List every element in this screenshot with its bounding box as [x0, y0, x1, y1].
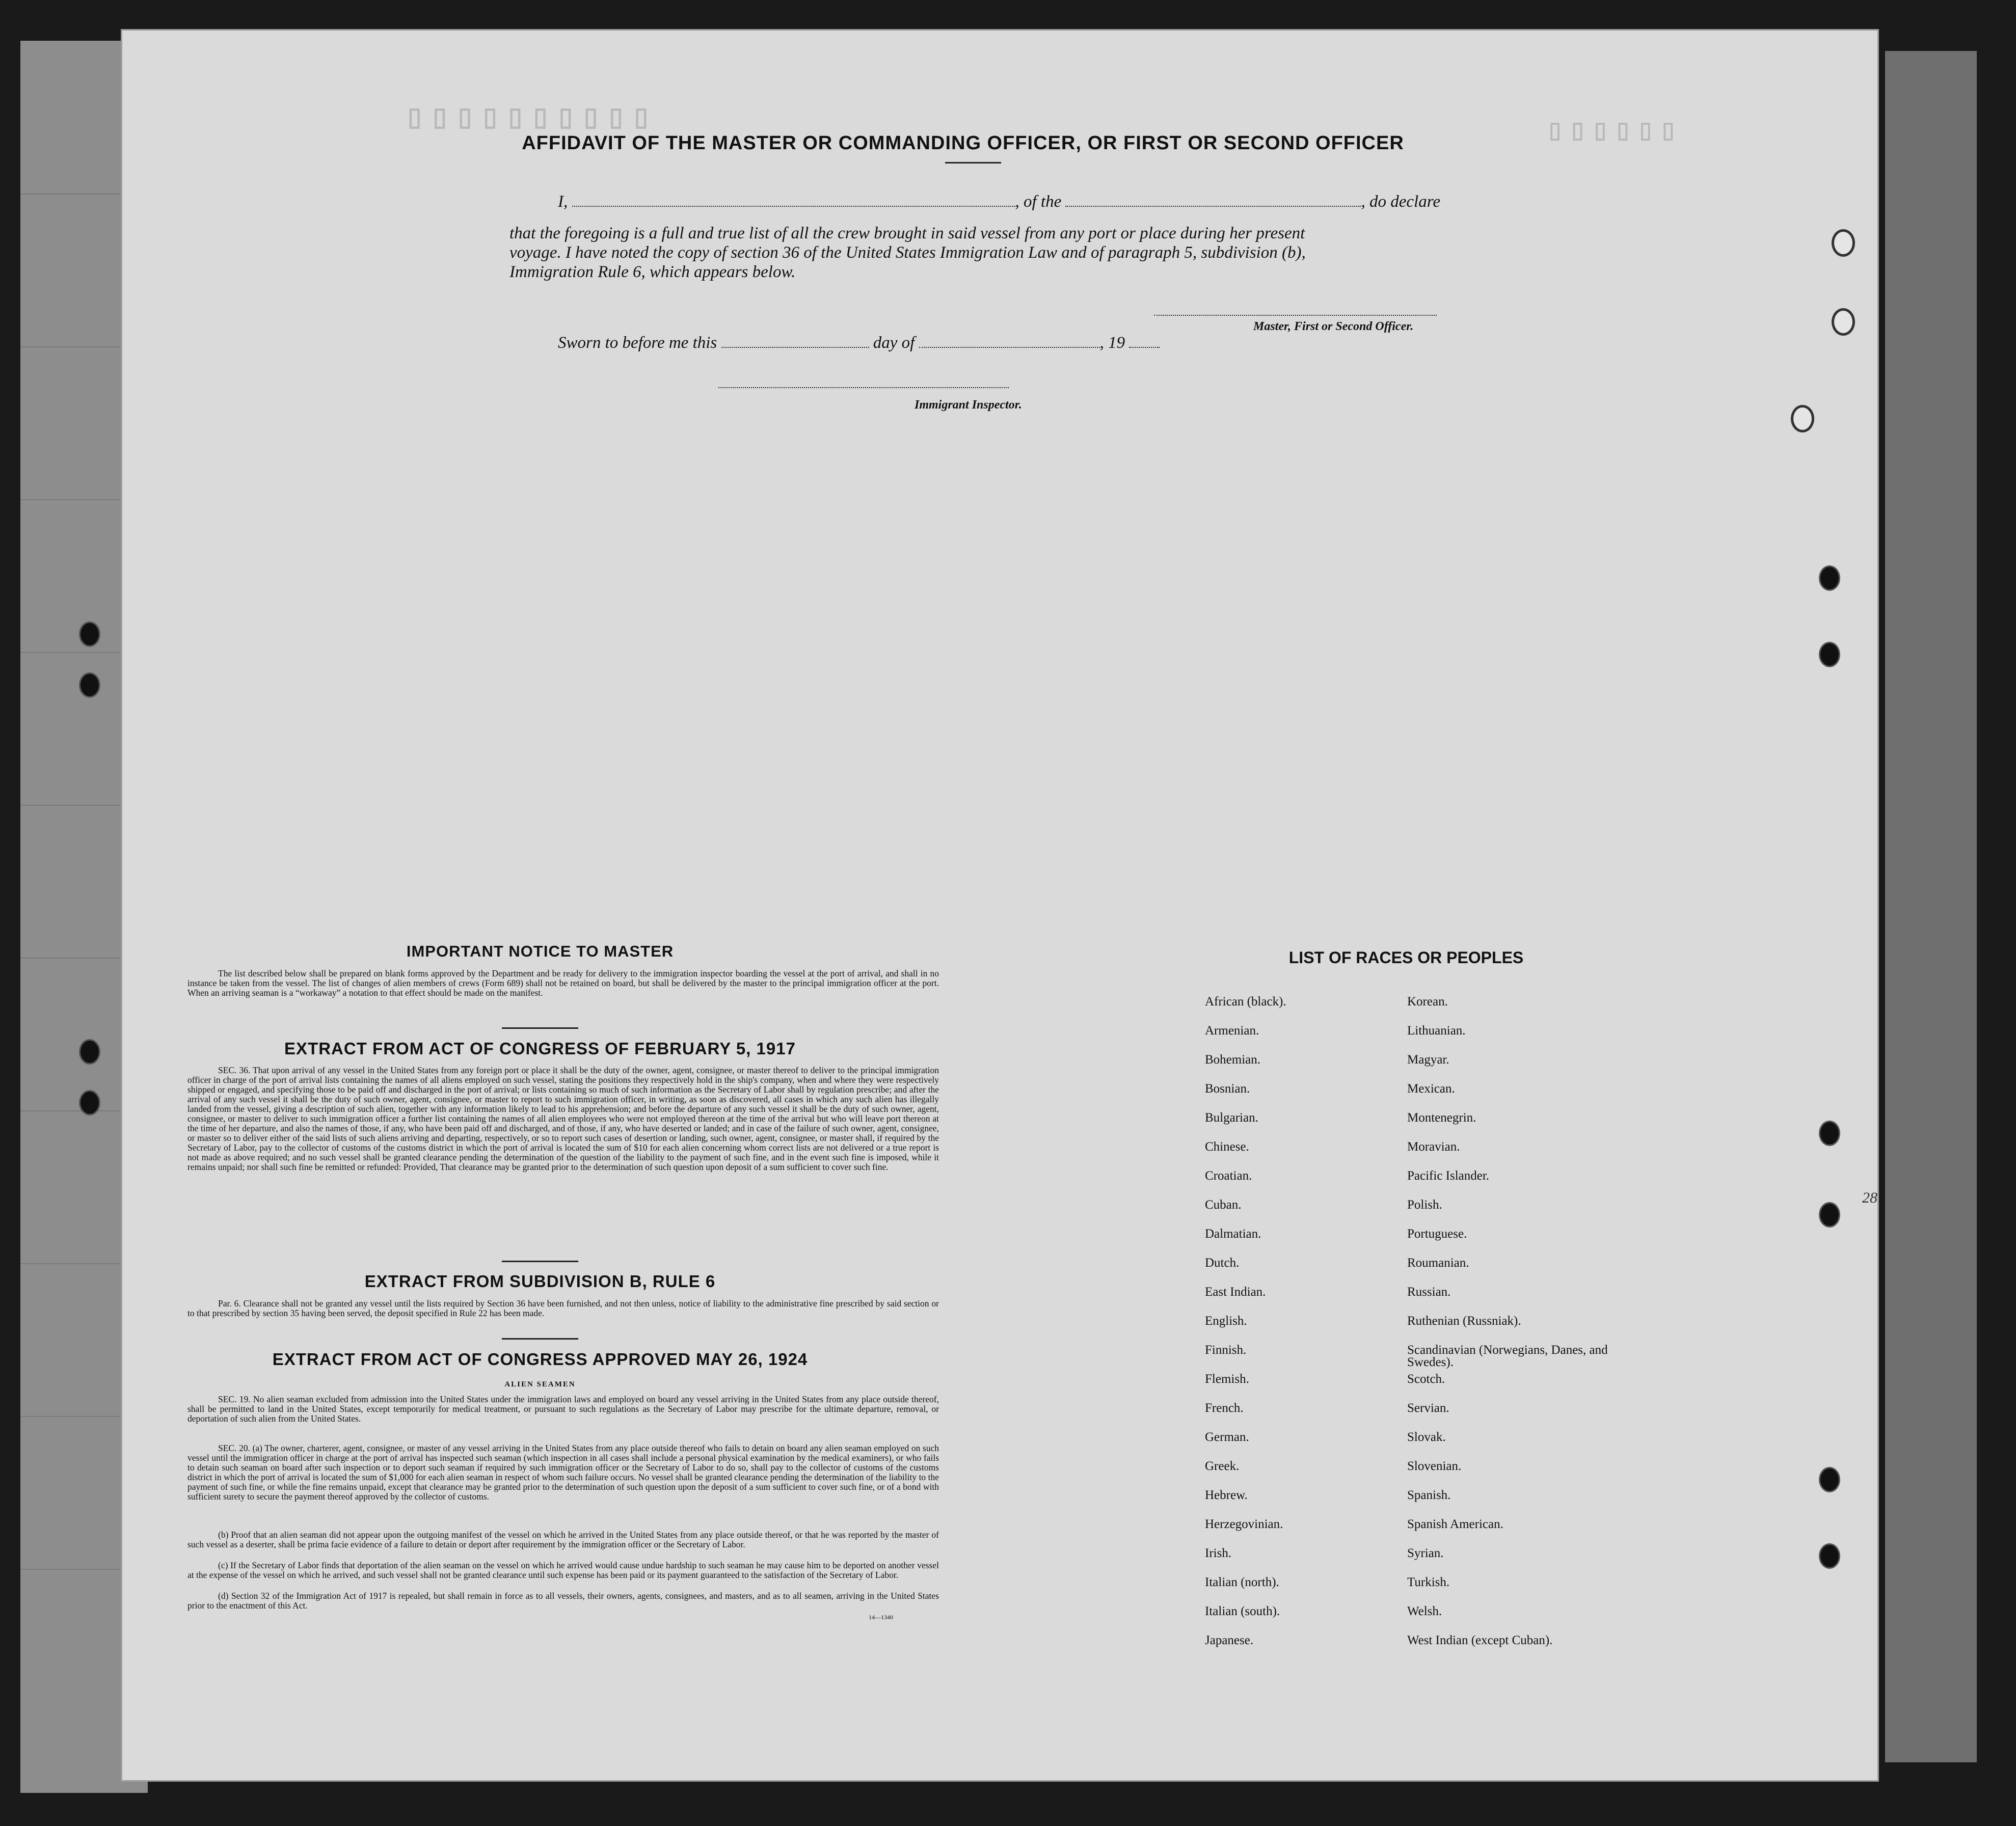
race-item: German. — [1205, 1430, 1249, 1444]
year-prefix-label: , 19 — [1099, 334, 1125, 352]
master-signature-line[interactable] — [1154, 315, 1437, 316]
underlying-page-edge — [1885, 51, 1977, 1762]
sec20c-body: (c) If the Secretary of Labor finds that deportation of the alien seaman on the vessel on which he arrived would cause undue hardship to such seaman he may cause him to be deported on another vessel at the expense of the vessel on which he arrived, and such vessel shall not be granted clearance until such expense has been paid or its payment guaranteed to the satisfaction of the Secretary of Labor. — [187, 1560, 939, 1580]
race-item: Italian (north). — [1205, 1575, 1279, 1589]
affidavit-body-line2: voyage. I have noted the copy of section 36 of the United States Immigration Law and of paragraph 5, subdivision (b), — [509, 243, 1306, 262]
race-item: Korean. — [1407, 995, 1448, 1009]
sworn-month-field[interactable] — [919, 334, 1100, 348]
sworn-line — [558, 334, 1160, 352]
race-item: English. — [1205, 1314, 1247, 1328]
binder-hole-left-2 — [79, 672, 100, 698]
affidavit-i-label: I, — [558, 193, 568, 211]
race-item: Cuban. — [1205, 1198, 1242, 1212]
binder-hole-icon — [1819, 1467, 1840, 1492]
affidavit-body-line1: that the foregoing is a full and true list of all the crew brought in said vessel from any port or place during her present — [509, 224, 1305, 242]
race-item: Bohemian. — [1205, 1053, 1261, 1067]
extract-rule6-heading: EXTRACT FROM SUBDIVISION B, RULE 6 — [364, 1272, 716, 1291]
section-rule — [502, 1338, 578, 1340]
race-item: Turkish. — [1407, 1575, 1450, 1589]
margin-note: 28 — [1862, 1189, 1877, 1206]
binder-ring-icon — [1791, 405, 1814, 432]
race-item: Herzegovinian. — [1205, 1517, 1283, 1531]
sec20a-body: SEC. 20. (a) The owner, charterer, agent, consignee, or master of any vessel arriving in the United States from any place outside thereof who fails to detain on board any alien seaman employed on such vessel until the immigration officer in charge at the port of arrival has inspected such seaman (which inspection in all cases shall include a personal physical examination by the medical examiners), or who fails to detain such seaman on board after such inspection or to deport such seaman if required by such immigration officer or the Secretary of Labor to do so, shall pay to the collector of customs of the customs district in which the port of arrival is located the sum of $1,000 for each alien seaman in respect of whom such failure occurs. No vessel shall be granted clearance pending the determination of the liability to the payment of such fine, or while the fine remains unpaid, except that clearance may be granted prior to the determination of such question upon the deposit of a sum sufficient to cover such fine, or of a bond with sufficient surety to secure the payment thereof approved by the collector of customs. — [187, 1443, 939, 1502]
extract-rule6-body: Par. 6. Clearance shall not be granted any vessel until the lists required by Section 36 have been furnished, and not then unless, notice of liability to the administrative fine prescribed by said section or to that prescribed by section 35 having been served, the deposit specified in Rule 22 has been made. — [187, 1298, 939, 1318]
extract-1917-body: SEC. 36. That upon arrival of any vessel in the United States from any foreign port or place it shall be the duty of the owner, agent, consignee, or master thereof to deliver to the principal immigration officer in charge of the port of arrival lists containing the names of all aliens employed on such vessel, stating the positions they respectively hold in the ship's company, when and where they were respectively shipped or engaged, and specifying those to be paid off and discharged in the port of arrival; or lists containing so much of such information as the Secretary of Labor shall by regulation prescribe; and after the arrival of any such vessel it shall be the duty of such owner, agent, consignee, or master to report to such immigration officer, in writing, as soon as discovered, all cases in which any such alien has illegally landed from the vessel, giving a description of such alien, together with any information likely to lead to his apprehension; and before the departure of any such vessel it shall be the duty of such owner, agent, consignee, or master to deliver to such immigration officer a further list containing the names of all alien employees who were not employed thereon at the time of the arrival but who will leave port thereon at the time of her departure, and also the names of those, if any, who have been paid off and discharged, and of those, if any, who have deserted or landed; and in case of the failure of such owner, agent, consignee, or master so to deliver either of the said lists of such aliens arriving and departing, respectively, or so to report such cases of desertion or landing, such owner, agent, consignee, or master shall, if required by the Secretary of Labor, pay to the collector of customs of the customs district in which the port of arrival is located the sum of $10 for each alien concerning whom correct lists are not delivered or a true report is not made as above required; and no such vessel shall be granted clearance pending the determination of the question of the liability to the payment of such fine, and in the event such fine is imposed, while it remains unpaid; nor shall such fine be remitted or refunded: Provided, That clearance may be granted prior to the determination of such question upon deposit of a sum sufficient to cover such fine. — [187, 1065, 939, 1172]
race-item: Spanish American. — [1407, 1517, 1503, 1531]
race-item: Italian (south). — [1205, 1604, 1280, 1618]
race-item: Dalmatian. — [1205, 1227, 1261, 1241]
notice-body: The list described below shall be prepared on blank forms approved by the Department and be ready for delivery to the immigration inspector boarding the vessel at the port of arrival, and shall in no instance be taken from the vessel. The list of changes of alien members of crews (Form 689) shall not be retained on board, but shall be delivered by the master to the principal immigration officer at the port. When an arriving seaman is a “workaway” a notation to that effect should be made on the manifest. — [187, 968, 939, 998]
race-item: Lithuanian. — [1407, 1024, 1466, 1038]
race-item: Japanese. — [1205, 1633, 1254, 1647]
sec20d-body: (d) Section 32 of the Immigration Act of 1917 is repealed, but shall remain in force as to all vessels, their owners, agents, consignees, and masters, and as to all seamen, arriving in the United States prior to the enactment of this Act. — [187, 1591, 939, 1611]
binder-hole-left-4 — [79, 1090, 100, 1115]
extract-1917-heading: EXTRACT FROM ACT OF CONGRESS OF FEBRUARY 5, 1917 — [284, 1039, 796, 1058]
race-item: Chinese. — [1205, 1140, 1249, 1154]
races-heading: LIST OF RACES OR PEOPLES — [1288, 948, 1524, 967]
race-item: Slovak. — [1407, 1430, 1446, 1444]
race-item: Dutch. — [1205, 1256, 1240, 1270]
form-number: 14—1340 — [869, 1614, 893, 1621]
vessel-name-field[interactable] — [1065, 193, 1361, 207]
race-item: West Indian (except Cuban). — [1407, 1633, 1553, 1647]
affidavit-body-line3: Immigration Rule 6, which appears below. — [509, 263, 796, 281]
race-item: Russian. — [1407, 1285, 1451, 1299]
notice-heading: IMPORTANT NOTICE TO MASTER — [406, 942, 674, 960]
section-rule — [502, 1261, 578, 1262]
sworn-day-field[interactable] — [721, 334, 869, 348]
inspector-signature-line[interactable] — [718, 387, 1009, 388]
affidavit-declare-line — [558, 193, 1440, 211]
binder-ring-icon — [1832, 229, 1855, 257]
sec19-body: SEC. 19. No alien seaman excluded from admission into the United States under the immigration laws and employed on board any vessel arriving in the United States from any place outside thereof, shall be permitted to land in the United States, except temporarily for medical treatment, or pursuant to such regulations as the Secretary of Labor may prescribe for the ultimate departure, removal, or deportation of such alien from the United States. — [187, 1394, 939, 1424]
race-item: Portuguese. — [1407, 1227, 1467, 1241]
manifest-page — [122, 31, 1877, 1780]
race-item: Armenian. — [1205, 1024, 1259, 1038]
race-item: Bulgarian. — [1205, 1111, 1258, 1125]
race-item: Hebrew. — [1205, 1488, 1248, 1502]
binder-hole-icon — [1819, 565, 1840, 591]
race-item: Irish. — [1205, 1546, 1232, 1560]
race-item: Syrian. — [1407, 1546, 1444, 1560]
race-item: Welsh. — [1407, 1604, 1442, 1618]
race-item: Servian. — [1407, 1401, 1449, 1415]
inspector-signature-label: Immigrant Inspector. — [915, 398, 1022, 412]
sworn-label: Sworn to before me this — [558, 334, 717, 352]
race-item: Moravian. — [1407, 1140, 1460, 1154]
extract-1924-heading: EXTRACT FROM ACT OF CONGRESS APPROVED MAY 26, 1924 — [272, 1350, 808, 1369]
race-item: Scotch. — [1407, 1372, 1445, 1386]
master-name-field[interactable] — [572, 193, 1015, 207]
binder-ring-icon — [1832, 308, 1855, 336]
race-item: Montenegrin. — [1407, 1111, 1476, 1125]
section-rule — [502, 1027, 578, 1029]
race-item: Scandinavian (Norwegians, Danes, and Swedes). — [1407, 1343, 1608, 1369]
day-of-label: day of — [873, 334, 915, 352]
race-item: African (black). — [1205, 995, 1286, 1009]
title-rule — [945, 162, 1001, 163]
affidavit-of-the-label: , of the — [1015, 193, 1062, 211]
race-item: Flemish. — [1205, 1372, 1249, 1386]
sworn-year-field[interactable] — [1129, 334, 1160, 348]
race-item: Pacific Islander. — [1407, 1169, 1490, 1183]
binder-hole-icon — [1819, 642, 1840, 667]
race-item: Spanish. — [1407, 1488, 1451, 1502]
sec20b-body: (b) Proof that an alien seaman did not appear upon the outgoing manifest of the vessel on which he arrived in the United States from any place outside thereof, or that he was reported by the master of such vessel as a deserter, shall be prima facie evidence of a failure to detain or deport after requirement by the immigration officer or the Secretary of Labor. — [187, 1530, 939, 1549]
affidavit-title: AFFIDAVIT OF THE MASTER OR COMMANDING OFFICER, OR FIRST OR SECOND OFFICER — [522, 132, 1404, 154]
races-right-column — [1407, 996, 1611, 1664]
races-left-column — [1205, 996, 1399, 1664]
race-item: Finnish. — [1205, 1343, 1247, 1357]
race-item: Magyar. — [1407, 1053, 1449, 1067]
affidavit-declare-label: , do declare — [1361, 193, 1440, 211]
race-item: Polish. — [1407, 1198, 1442, 1212]
alien-seamen-subheading: ALIEN SEAMEN — [504, 1380, 576, 1388]
race-item: Mexican. — [1407, 1082, 1455, 1096]
master-signature-label: Master, First or Second Officer. — [1253, 320, 1414, 333]
binder-hole-icon — [1819, 1202, 1840, 1228]
race-item: East Indian. — [1205, 1285, 1266, 1299]
race-item: Roumanian. — [1407, 1256, 1469, 1270]
show-through-text: ▯ ▯ ▯ ▯ ▯ ▯ ▯ ▯ ▯ ▯ — [408, 102, 651, 131]
binder-hole-icon — [1819, 1121, 1840, 1146]
race-item: French. — [1205, 1401, 1244, 1415]
race-item: Slovenian. — [1407, 1459, 1462, 1473]
race-item: Croatian. — [1205, 1169, 1252, 1183]
race-item: Bosnian. — [1205, 1082, 1250, 1096]
race-item: Greek. — [1205, 1459, 1240, 1473]
binder-hole-left-3 — [79, 1039, 100, 1065]
show-through-text: ▯ ▯ ▯ ▯ ▯ ▯ — [1549, 118, 1677, 143]
binder-hole-icon — [1819, 1543, 1840, 1569]
binder-hole-left-1 — [79, 621, 100, 647]
race-item: Ruthenian (Russniak). — [1407, 1314, 1521, 1328]
